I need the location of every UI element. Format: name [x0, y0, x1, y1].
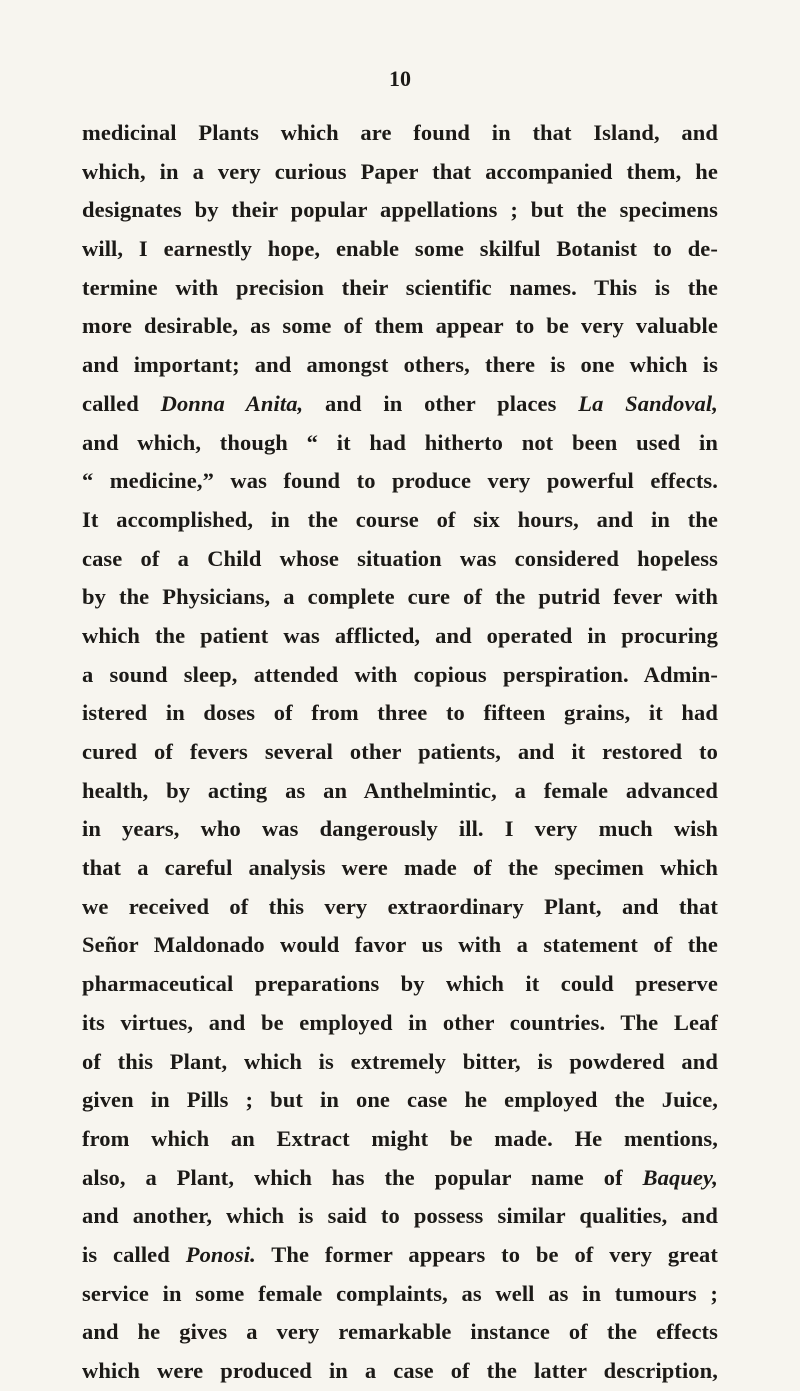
text-run: also, a Plant, which has the popular name of [82, 1164, 643, 1190]
italic-term: La Sandoval, [578, 390, 718, 416]
text-line [82, 1313, 718, 1352]
text-run: a sound sleep, attended with copious perspiration. Admin- [82, 661, 718, 687]
text-run: medicinal Plants which are found in that Island, and [82, 120, 718, 145]
text-line [82, 540, 718, 579]
text-run: that a careful analysis were made of the specimen which [82, 855, 718, 881]
text-run: its virtues, and be employed in other countries. The Leaf [82, 1009, 718, 1035]
text-line [82, 656, 718, 695]
text-line [82, 307, 718, 346]
italic-term: Ponosi. [185, 1241, 256, 1267]
text-run: and in other places [303, 390, 579, 416]
text-run: which, in a very curious Paper that accompanied them, he [82, 158, 718, 184]
text-line [82, 965, 718, 1004]
text-run: case of a Child whose situation was considered hopeless [82, 545, 718, 571]
text-line [82, 1043, 718, 1082]
text-line [82, 385, 718, 424]
text-line [82, 191, 718, 230]
text-run: from which an Extract might be made. He mentions, [82, 1125, 718, 1151]
text-line [82, 462, 718, 501]
text-line [82, 926, 718, 965]
text-line [82, 1081, 718, 1120]
body-text [82, 114, 718, 1391]
text-line [82, 1236, 718, 1275]
text-line [82, 153, 718, 192]
text-line [82, 1352, 718, 1391]
text-run: istered in doses of from three to fifteen grains, it had [82, 700, 718, 726]
text-run: termine with precision their scientific names. This is the [82, 274, 718, 300]
text-line [82, 810, 718, 849]
text-run: health, by acting as an Anthelmintic, a female advanced [82, 777, 718, 803]
text-line [82, 501, 718, 540]
text-run: given in Pills ; but in one case he employed the Juice, [82, 1087, 718, 1113]
text-run: will, I earnestly hope, enable some skilful Botanist to de- [82, 236, 718, 262]
text-line [82, 733, 718, 772]
text-line [82, 888, 718, 927]
page-number: 10 [389, 66, 411, 91]
text-run: cured of fevers several other patients, and it restored to [82, 739, 718, 764]
text-line [82, 424, 718, 463]
text-run: and which, though “ it had hitherto not been used in [82, 429, 718, 455]
italic-term: Baquey, [642, 1164, 718, 1190]
text-run: of this Plant, which is extremely bitter, is powdered and [82, 1048, 718, 1074]
text-line [82, 772, 718, 811]
text-run: designates by their popular appellations ; but the specimens [82, 197, 718, 223]
text-run: Señor Maldonado would favor us with a statement of the [82, 932, 718, 958]
text-line [82, 694, 718, 733]
text-run: and another, which is said to possess similar qualities, and [82, 1203, 718, 1229]
text-line [82, 1120, 718, 1159]
text-line [82, 1004, 718, 1043]
text-run: service in some female complaints, as well as in tumours ; [82, 1280, 718, 1306]
text-run: more desirable, as some of them appear to be very valuable [82, 313, 718, 339]
text-run: is called [82, 1241, 186, 1267]
text-run: we received of this very extraordinary Plant, and that [82, 893, 718, 919]
text-run: called [82, 390, 161, 416]
text-run: “ medicine,” was found to produce very powerful effects. [82, 468, 718, 494]
text-line [82, 617, 718, 656]
text-line [82, 114, 718, 153]
text-run: in years, who was dangerously ill. I very much wish [82, 816, 718, 842]
text-run: by the Physicians, a complete cure of the putrid fever with [82, 584, 718, 610]
text-run: and he gives a very remarkable instance of the effects [82, 1319, 718, 1345]
text-run: which were produced in a case of the latter description, [82, 1358, 718, 1383]
text-line [82, 230, 718, 269]
text-line [82, 1197, 718, 1236]
text-run: and important; and amongst others, there is one which is [82, 352, 718, 378]
text-line [82, 346, 718, 385]
text-line [82, 1159, 718, 1198]
text-run: The former appears to be of very great [255, 1241, 718, 1267]
text-line [82, 578, 718, 617]
text-run: pharmaceutical preparations by which it could preserve [82, 971, 718, 997]
text-line [82, 849, 718, 888]
text-run: It accomplished, in the course of six hours, and in the [82, 506, 718, 532]
italic-term: Donna Anita, [160, 390, 304, 416]
text-line [82, 1275, 718, 1314]
text-line [82, 269, 718, 308]
text-run: which the patient was afflicted, and operated in procuring [82, 622, 718, 648]
